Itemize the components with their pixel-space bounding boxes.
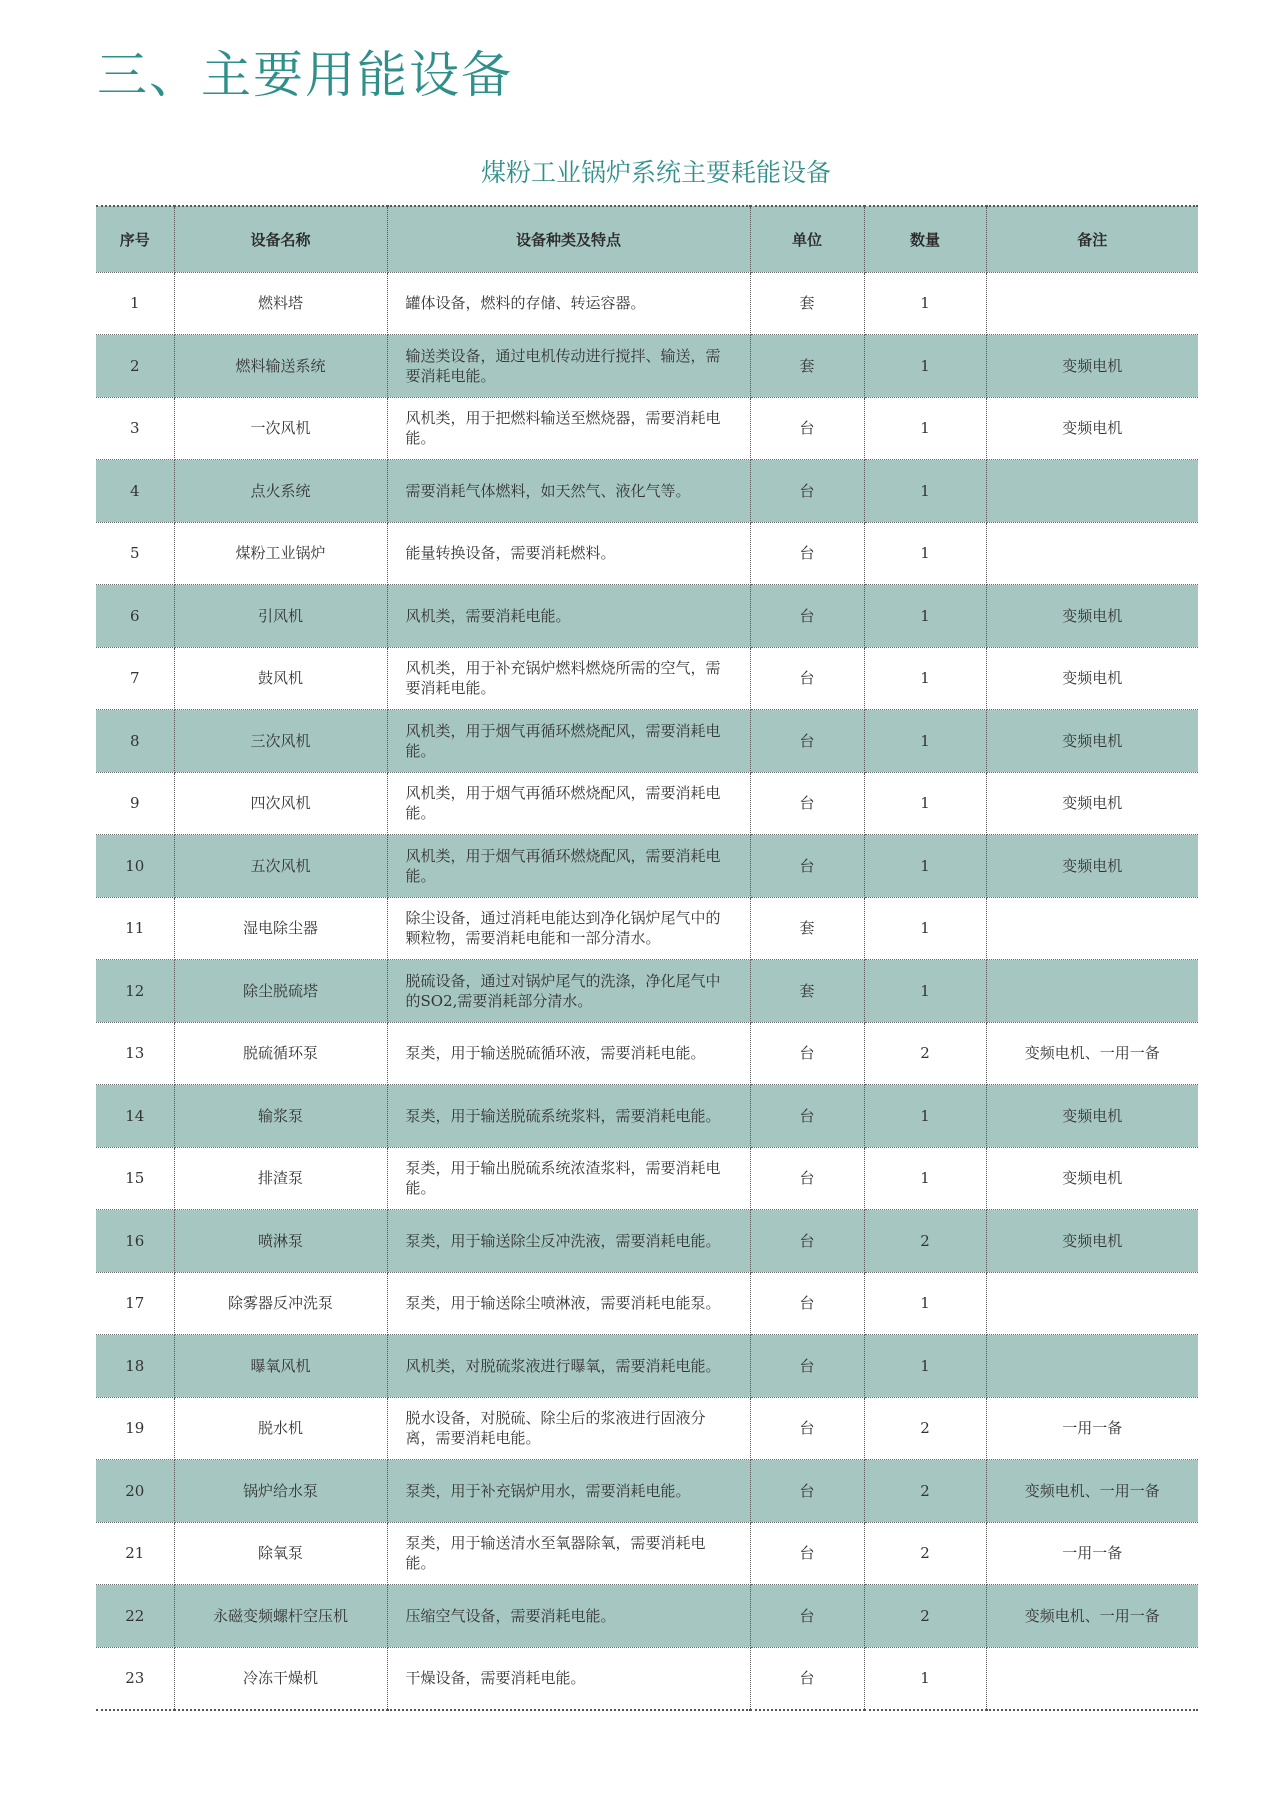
header-feature: 设备种类及特点 bbox=[387, 206, 750, 272]
cell-no: 19 bbox=[96, 1397, 174, 1460]
cell-feature: 脱硫设备，通过对锅炉尾气的洗涤，净化尾气中的SO2,需要消耗部分清水。 bbox=[387, 960, 750, 1023]
cell-name: 鼓风机 bbox=[174, 647, 387, 710]
cell-unit: 台 bbox=[750, 460, 864, 523]
cell-no: 13 bbox=[96, 1022, 174, 1085]
cell-unit: 台 bbox=[750, 522, 864, 585]
cell-qty: 2 bbox=[864, 1022, 986, 1085]
table-row bbox=[96, 1210, 1198, 1273]
table-row bbox=[96, 585, 1198, 648]
cell-no: 9 bbox=[96, 772, 174, 835]
cell-qty: 2 bbox=[864, 1210, 986, 1273]
cell-unit: 台 bbox=[750, 397, 864, 460]
cell-no: 16 bbox=[96, 1210, 174, 1273]
cell-feature: 泵类，用于输出脱硫系统浓渣浆料，需要消耗电能。 bbox=[387, 1147, 750, 1210]
table-row bbox=[96, 1647, 1198, 1710]
cell-feature: 风机类，用于把燃料输送至燃烧器，需要消耗电能。 bbox=[387, 397, 750, 460]
cell-no: 15 bbox=[96, 1147, 174, 1210]
cell-feature: 泵类，用于输送除尘喷淋液，需要消耗电能泵。 bbox=[387, 1272, 750, 1335]
cell-feature: 干燥设备，需要消耗电能。 bbox=[387, 1647, 750, 1710]
cell-name: 除尘脱硫塔 bbox=[174, 960, 387, 1023]
cell-qty: 1 bbox=[864, 960, 986, 1023]
cell-name: 曝氧风机 bbox=[174, 1335, 387, 1398]
cell-name: 排渣泵 bbox=[174, 1147, 387, 1210]
cell-feature: 泵类，用于输送脱硫系统浆料，需要消耗电能。 bbox=[387, 1085, 750, 1148]
header-name: 设备名称 bbox=[174, 206, 387, 272]
equipment-table bbox=[96, 205, 1198, 1711]
cell-no: 18 bbox=[96, 1335, 174, 1398]
cell-name: 点火系统 bbox=[174, 460, 387, 523]
cell-note: 变频电机 bbox=[986, 772, 1198, 835]
cell-note bbox=[986, 1335, 1198, 1398]
cell-unit: 套 bbox=[750, 272, 864, 335]
cell-unit: 台 bbox=[750, 710, 864, 773]
cell-qty: 2 bbox=[864, 1522, 986, 1585]
cell-note: 一用一备 bbox=[986, 1522, 1198, 1585]
cell-feature: 脱水设备，对脱硫、除尘后的浆液进行固液分离，需要消耗电能。 bbox=[387, 1397, 750, 1460]
cell-no: 14 bbox=[96, 1085, 174, 1148]
cell-no: 4 bbox=[96, 460, 174, 523]
cell-no: 8 bbox=[96, 710, 174, 773]
cell-note bbox=[986, 897, 1198, 960]
cell-feature: 风机类，用于烟气再循环燃烧配风，需要消耗电能。 bbox=[387, 835, 750, 898]
cell-note: 变频电机 bbox=[986, 335, 1198, 398]
cell-unit: 台 bbox=[750, 1085, 864, 1148]
cell-note: 变频电机、一用一备 bbox=[986, 1585, 1198, 1648]
cell-note: 变频电机、一用一备 bbox=[986, 1460, 1198, 1523]
cell-no: 21 bbox=[96, 1522, 174, 1585]
cell-no: 6 bbox=[96, 585, 174, 648]
cell-no: 20 bbox=[96, 1460, 174, 1523]
cell-no: 7 bbox=[96, 647, 174, 710]
cell-name: 燃料塔 bbox=[174, 272, 387, 335]
table-row bbox=[96, 1085, 1198, 1148]
cell-name: 引风机 bbox=[174, 585, 387, 648]
cell-qty: 1 bbox=[864, 1085, 986, 1148]
cell-qty: 1 bbox=[864, 460, 986, 523]
cell-qty: 1 bbox=[864, 710, 986, 773]
table-row bbox=[96, 1522, 1198, 1585]
cell-feature: 压缩空气设备，需要消耗电能。 bbox=[387, 1585, 750, 1648]
table-row bbox=[96, 1585, 1198, 1648]
table-row bbox=[96, 397, 1198, 460]
table-row bbox=[96, 647, 1198, 710]
cell-qty: 1 bbox=[864, 1147, 986, 1210]
cell-feature: 风机类，需要消耗电能。 bbox=[387, 585, 750, 648]
cell-name: 燃料输送系统 bbox=[174, 335, 387, 398]
cell-name: 湿电除尘器 bbox=[174, 897, 387, 960]
cell-feature: 除尘设备，通过消耗电能达到净化锅炉尾气中的颗粒物，需要消耗电能和一部分清水。 bbox=[387, 897, 750, 960]
cell-qty: 2 bbox=[864, 1397, 986, 1460]
cell-no: 23 bbox=[96, 1647, 174, 1710]
cell-unit: 台 bbox=[750, 1210, 864, 1273]
table-row bbox=[96, 1335, 1198, 1398]
cell-name: 锅炉给水泵 bbox=[174, 1460, 387, 1523]
cell-note: 变频电机 bbox=[986, 1147, 1198, 1210]
cell-note bbox=[986, 460, 1198, 523]
cell-no: 10 bbox=[96, 835, 174, 898]
cell-feature: 泵类，用于补充锅炉用水，需要消耗电能。 bbox=[387, 1460, 750, 1523]
cell-feature: 泵类，用于输送脱硫循环液，需要消耗电能。 bbox=[387, 1022, 750, 1085]
cell-feature: 风机类，对脱硫浆液进行曝氧，需要消耗电能。 bbox=[387, 1335, 750, 1398]
cell-feature: 风机类，用于烟气再循环燃烧配风，需要消耗电能。 bbox=[387, 772, 750, 835]
cell-qty: 1 bbox=[864, 1335, 986, 1398]
cell-unit: 台 bbox=[750, 1460, 864, 1523]
table-row bbox=[96, 1272, 1198, 1335]
cell-no: 2 bbox=[96, 335, 174, 398]
cell-feature: 泵类，用于输送清水至氧器除氧，需要消耗电能。 bbox=[387, 1522, 750, 1585]
cell-unit: 台 bbox=[750, 1335, 864, 1398]
cell-name: 三次风机 bbox=[174, 710, 387, 773]
cell-note: 变频电机 bbox=[986, 647, 1198, 710]
cell-no: 17 bbox=[96, 1272, 174, 1335]
cell-note bbox=[986, 272, 1198, 335]
table-row bbox=[96, 772, 1198, 835]
cell-unit: 台 bbox=[750, 1022, 864, 1085]
cell-unit: 台 bbox=[750, 647, 864, 710]
cell-unit: 台 bbox=[750, 1647, 864, 1710]
cell-feature: 能量转换设备，需要消耗燃料。 bbox=[387, 522, 750, 585]
table-title: 煤粉工业锅炉系统主要耗能设备 bbox=[480, 158, 831, 187]
cell-unit: 台 bbox=[750, 772, 864, 835]
cell-feature: 风机类，用于补充锅炉燃料燃烧所需的空气，需要消耗电能。 bbox=[387, 647, 750, 710]
cell-name: 一次风机 bbox=[174, 397, 387, 460]
cell-qty: 1 bbox=[864, 772, 986, 835]
cell-name: 脱硫循环泵 bbox=[174, 1022, 387, 1085]
header-qty: 数量 bbox=[864, 206, 986, 272]
cell-no: 11 bbox=[96, 897, 174, 960]
table-row bbox=[96, 1022, 1198, 1085]
cell-name: 四次风机 bbox=[174, 772, 387, 835]
header-no: 序号 bbox=[96, 206, 174, 272]
cell-note: 变频电机 bbox=[986, 585, 1198, 648]
cell-name: 永磁变频螺杆空压机 bbox=[174, 1585, 387, 1648]
header-unit: 单位 bbox=[750, 206, 864, 272]
cell-no: 1 bbox=[96, 272, 174, 335]
cell-note bbox=[986, 960, 1198, 1023]
cell-qty: 1 bbox=[864, 1647, 986, 1710]
table-row bbox=[96, 460, 1198, 523]
cell-qty: 1 bbox=[864, 522, 986, 585]
cell-feature: 泵类，用于输送除尘反冲洗液，需要消耗电能。 bbox=[387, 1210, 750, 1273]
table-body bbox=[96, 272, 1198, 1710]
cell-qty: 2 bbox=[864, 1460, 986, 1523]
cell-name: 除氧泵 bbox=[174, 1522, 387, 1585]
cell-qty: 1 bbox=[864, 897, 986, 960]
cell-note: 变频电机、一用一备 bbox=[986, 1022, 1198, 1085]
table-row bbox=[96, 522, 1198, 585]
cell-qty: 1 bbox=[864, 647, 986, 710]
cell-unit: 台 bbox=[750, 585, 864, 648]
cell-feature: 需要消耗气体燃料，如天然气、液化气等。 bbox=[387, 460, 750, 523]
header-note: 备注 bbox=[986, 206, 1198, 272]
cell-note bbox=[986, 522, 1198, 585]
cell-note bbox=[986, 1647, 1198, 1710]
cell-no: 5 bbox=[96, 522, 174, 585]
cell-note: 变频电机 bbox=[986, 1210, 1198, 1273]
cell-qty: 1 bbox=[864, 585, 986, 648]
cell-feature: 罐体设备，燃料的存储、转运容器。 bbox=[387, 272, 750, 335]
section-heading: 三、主要用能设备 bbox=[97, 46, 513, 104]
table-row bbox=[96, 835, 1198, 898]
cell-note: 变频电机 bbox=[986, 397, 1198, 460]
table-row bbox=[96, 272, 1198, 335]
table-row bbox=[96, 1460, 1198, 1523]
cell-unit: 台 bbox=[750, 1272, 864, 1335]
cell-name: 喷淋泵 bbox=[174, 1210, 387, 1273]
cell-qty: 1 bbox=[864, 835, 986, 898]
cell-unit: 套 bbox=[750, 960, 864, 1023]
cell-qty: 2 bbox=[864, 1585, 986, 1648]
cell-note: 变频电机 bbox=[986, 1085, 1198, 1148]
cell-qty: 1 bbox=[864, 397, 986, 460]
cell-name: 煤粉工业锅炉 bbox=[174, 522, 387, 585]
cell-unit: 台 bbox=[750, 1147, 864, 1210]
table-row bbox=[96, 710, 1198, 773]
cell-note: 一用一备 bbox=[986, 1397, 1198, 1460]
cell-name: 脱水机 bbox=[174, 1397, 387, 1460]
cell-qty: 1 bbox=[864, 272, 986, 335]
cell-note bbox=[986, 1272, 1198, 1335]
table-row bbox=[96, 1147, 1198, 1210]
cell-name: 冷冻干燥机 bbox=[174, 1647, 387, 1710]
table-row bbox=[96, 1397, 1198, 1460]
cell-note: 变频电机 bbox=[986, 710, 1198, 773]
cell-unit: 台 bbox=[750, 835, 864, 898]
table-header-row bbox=[96, 206, 1198, 272]
cell-name: 输浆泵 bbox=[174, 1085, 387, 1148]
cell-no: 22 bbox=[96, 1585, 174, 1648]
cell-no: 3 bbox=[96, 397, 174, 460]
cell-unit: 台 bbox=[750, 1585, 864, 1648]
cell-unit: 套 bbox=[750, 897, 864, 960]
cell-unit: 台 bbox=[750, 1397, 864, 1460]
table-row bbox=[96, 897, 1198, 960]
cell-feature: 风机类，用于烟气再循环燃烧配风，需要消耗电能。 bbox=[387, 710, 750, 773]
cell-qty: 1 bbox=[864, 335, 986, 398]
cell-no: 12 bbox=[96, 960, 174, 1023]
cell-unit: 台 bbox=[750, 1522, 864, 1585]
cell-name: 五次风机 bbox=[174, 835, 387, 898]
table-row bbox=[96, 960, 1198, 1023]
table-row bbox=[96, 335, 1198, 398]
cell-feature: 输送类设备，通过电机传动进行搅拌、输送，需要消耗电能。 bbox=[387, 335, 750, 398]
cell-qty: 1 bbox=[864, 1272, 986, 1335]
cell-name: 除雾器反冲洗泵 bbox=[174, 1272, 387, 1335]
cell-note: 变频电机 bbox=[986, 835, 1198, 898]
cell-unit: 套 bbox=[750, 335, 864, 398]
